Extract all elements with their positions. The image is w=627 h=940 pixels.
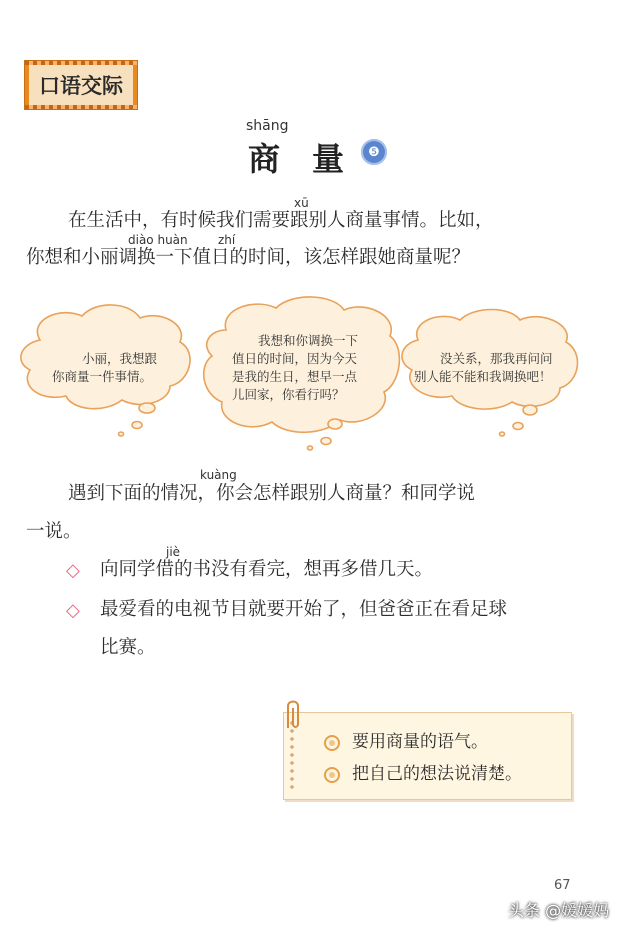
situation-item-1: 向同学借的书没有看完，想再多借几天。	[100, 559, 434, 580]
page-number: 67	[554, 878, 571, 893]
tips-note-card	[283, 712, 572, 800]
pinyin-jie: jiè	[166, 545, 181, 559]
pinyin-zhi: zhí	[218, 233, 236, 247]
cloud-right-bubble-2	[513, 423, 523, 430]
intro-line-2: 你想和小丽调换一下值日的时间，该怎样跟她商量呢？	[26, 247, 471, 268]
circle-bullet-icon	[324, 767, 340, 783]
situation-line-2: 一说。	[26, 521, 82, 542]
diamond-bullet-1: ◇	[66, 560, 80, 581]
title-char-2: 量	[312, 140, 345, 178]
cloud-left-bubble-3	[119, 432, 124, 436]
tip-row-2	[324, 759, 522, 784]
cloud-right-bubble-3	[500, 432, 505, 436]
cloud-right-line-1: 没关系，那我再问问	[440, 351, 553, 366]
title-pinyin: shāng	[246, 118, 289, 134]
title-char-1: 商	[248, 140, 281, 178]
cloud-left-bubble-2	[132, 422, 142, 429]
cloud-middle-line-1: 我想和你调换一下	[258, 333, 359, 348]
cloud-middle-bubble-1	[328, 419, 342, 429]
paperclip-icon	[280, 698, 306, 732]
cloud-left-line-2: 你商量一件事情。	[52, 369, 153, 384]
banner-label: 口语交际	[29, 65, 133, 105]
cloud-left-bubble-1	[139, 403, 155, 413]
tip-2-text: 把自己的想法说清楚。	[352, 764, 522, 784]
cloud-right-line-2: 别人能不能和我调换吧！	[414, 369, 552, 384]
pinyin-diaohuan: diào huàn	[128, 233, 188, 247]
situation-line-1: 遇到下面的情况，你会怎样跟别人商量？和同学说	[68, 483, 476, 504]
situation-item-2-line-2: 比赛。	[100, 637, 156, 658]
pinyin-kuang: kuàng	[200, 468, 237, 482]
diamond-bullet-2: ◇	[66, 600, 80, 621]
intro-line-1: 在生活中，有时候我们需要跟别人商量事情。比如，	[68, 210, 494, 231]
pinyin-xu: xū	[294, 196, 309, 210]
cloud-right-bubble-1	[523, 405, 537, 415]
banner-pattern-bottom	[25, 105, 137, 109]
watermark-source: 头条 @媛媛妈	[508, 901, 610, 920]
cloud-middle-line-2: 值日的时间，因为今天	[232, 351, 358, 366]
cloud-left-line-1: 小丽，我想跟	[82, 351, 158, 366]
cloud-middle-line-3: 是我的生日，想早一点	[232, 369, 358, 384]
situation-item-2-line-1: 最爱看的电视节目就要开始了，但爸爸正在看足球	[100, 599, 508, 620]
lesson-number-badge: ❺	[361, 139, 387, 165]
section-banner	[24, 60, 138, 110]
tip-1-text: 要用商量的语气。	[352, 732, 488, 752]
cloud-middle-bubble-2	[321, 438, 331, 445]
circle-bullet-icon	[324, 735, 340, 751]
tip-row-1	[324, 727, 488, 752]
cloud-middle-bubble-3	[308, 446, 313, 450]
cloud-middle-line-4: 儿回家，你看行吗？	[232, 387, 345, 402]
